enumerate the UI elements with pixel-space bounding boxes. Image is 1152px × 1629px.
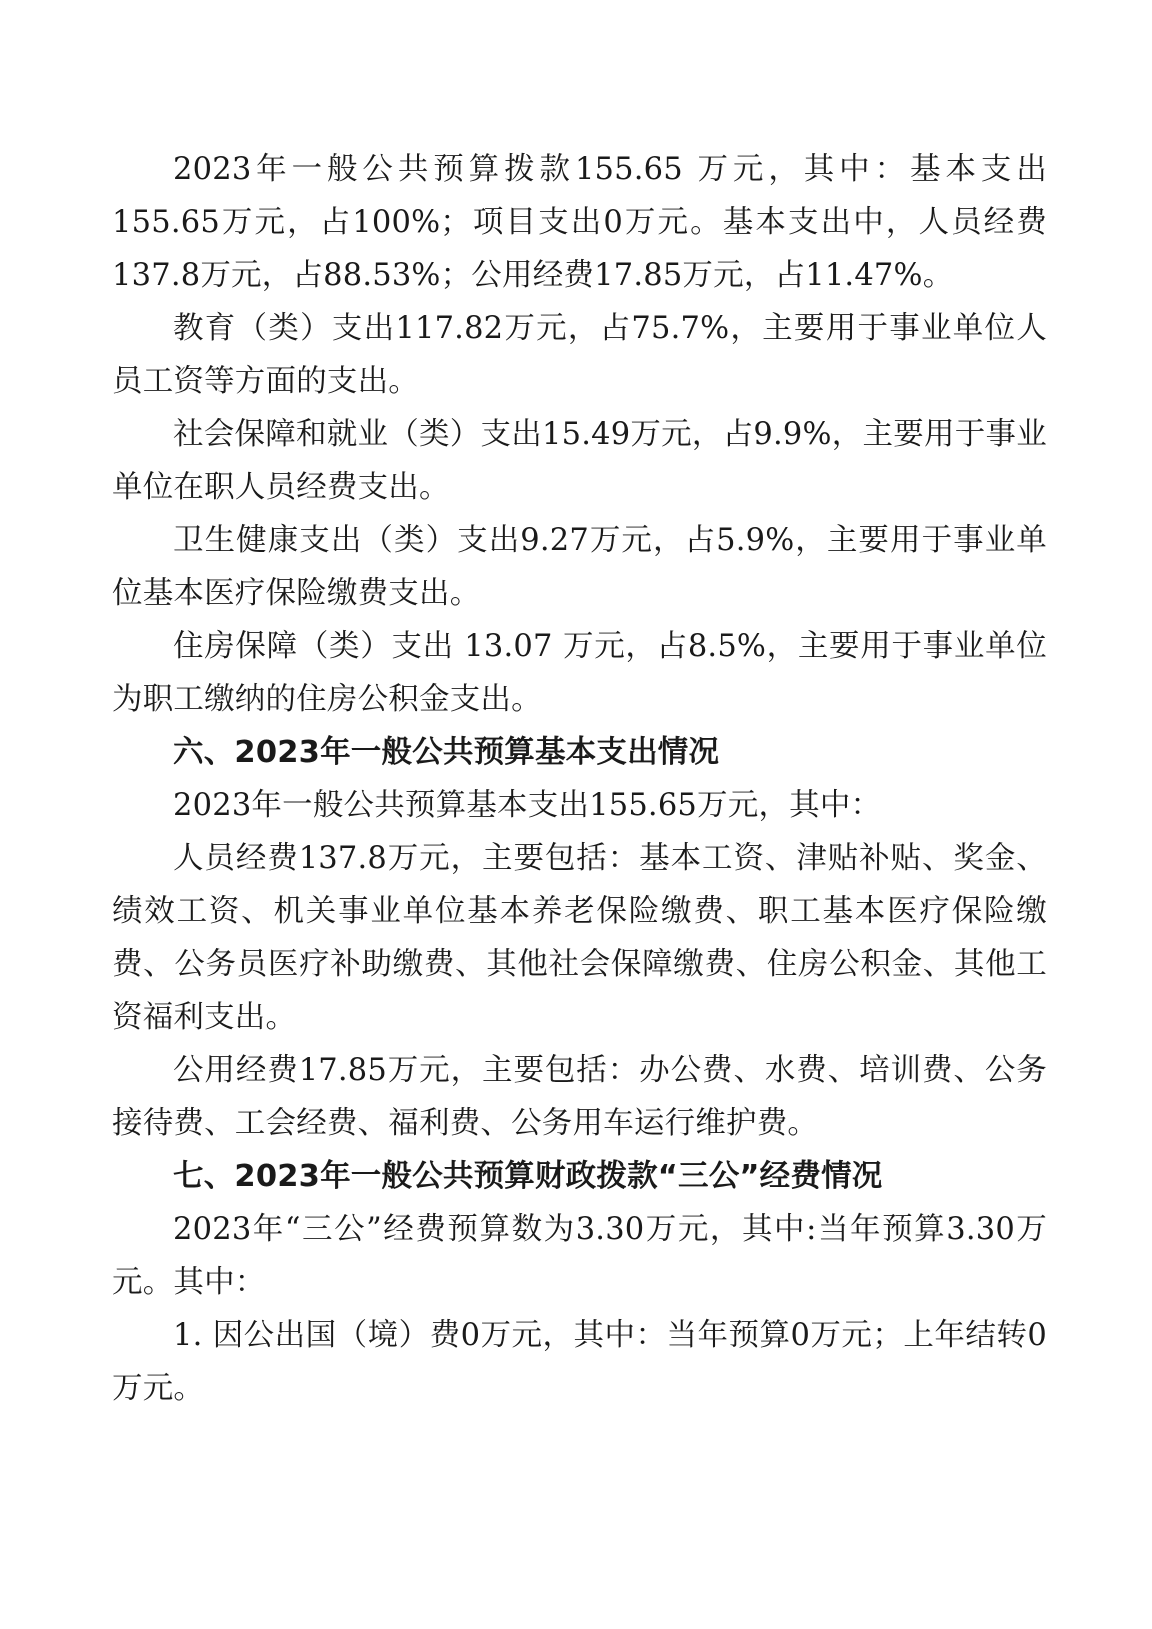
section-heading-three-public-expenses: 七、2023年一般公共预算财政拨款“三公”经费情况 — [173, 1159, 883, 1194]
paragraph-three-public-total: 2023年“三公”经费预算数为3.30万元，其中:当年预算3.30万元。其中： — [112, 1212, 1047, 1300]
paragraph-overseas-travel: 1. 因公出国（境）费0万元，其中：当年预算0万元；上年结转0万元。 — [112, 1318, 1047, 1406]
paragraph-housing-expense: 住房保障（类）支出 13.07 万元，占8.5%，主要用于事业单位为职工缴纳的住房公积金支出。 — [112, 629, 1047, 717]
paragraph-public-expense: 公用经费17.85万元，主要包括：办公费、水费、培训费、公务接待费、工会经费、福利费、公务用车运行维护费。 — [112, 1053, 1047, 1141]
section-heading-basic-expenditure: 六、2023年一般公共预算基本支出情况 — [173, 735, 720, 770]
paragraph-basic-expenditure-total: 2023年一般公共预算基本支出155.65万元，其中： — [173, 788, 882, 823]
paragraph-budget-allocation: 2023年一般公共预算拨款155.65 万元，其中：基本支出155.65万元，占100%；项目支出0万元。基本支出中，人员经费137.8万元，占88.53%；公用经费17.85万元，占11.47%。 — [112, 152, 1047, 293]
paragraph-education-expense: 教育（类）支出117.82万元，占75.7%，主要用于事业单位人员工资等方面的支出。 — [112, 311, 1047, 399]
paragraph-personnel-expense: 人员经费137.8万元，主要包括：基本工资、津贴补贴、奖金、绩效工资、机关事业单位基本养老保险缴费、职工基本医疗保险缴费、公务员医疗补助缴费、其他社会保障缴费、住房公积金、其他工资福利支出。 — [112, 841, 1047, 1035]
paragraph-health-expense: 卫生健康支出（类）支出9.27万元，占5.9%，主要用于事业单位基本医疗保险缴费支出。 — [112, 523, 1047, 611]
paragraph-social-security-expense: 社会保障和就业（类）支出15.49万元，占9.9%，主要用于事业单位在职人员经费支出。 — [112, 417, 1047, 505]
document-body — [112, 143, 1047, 1415]
